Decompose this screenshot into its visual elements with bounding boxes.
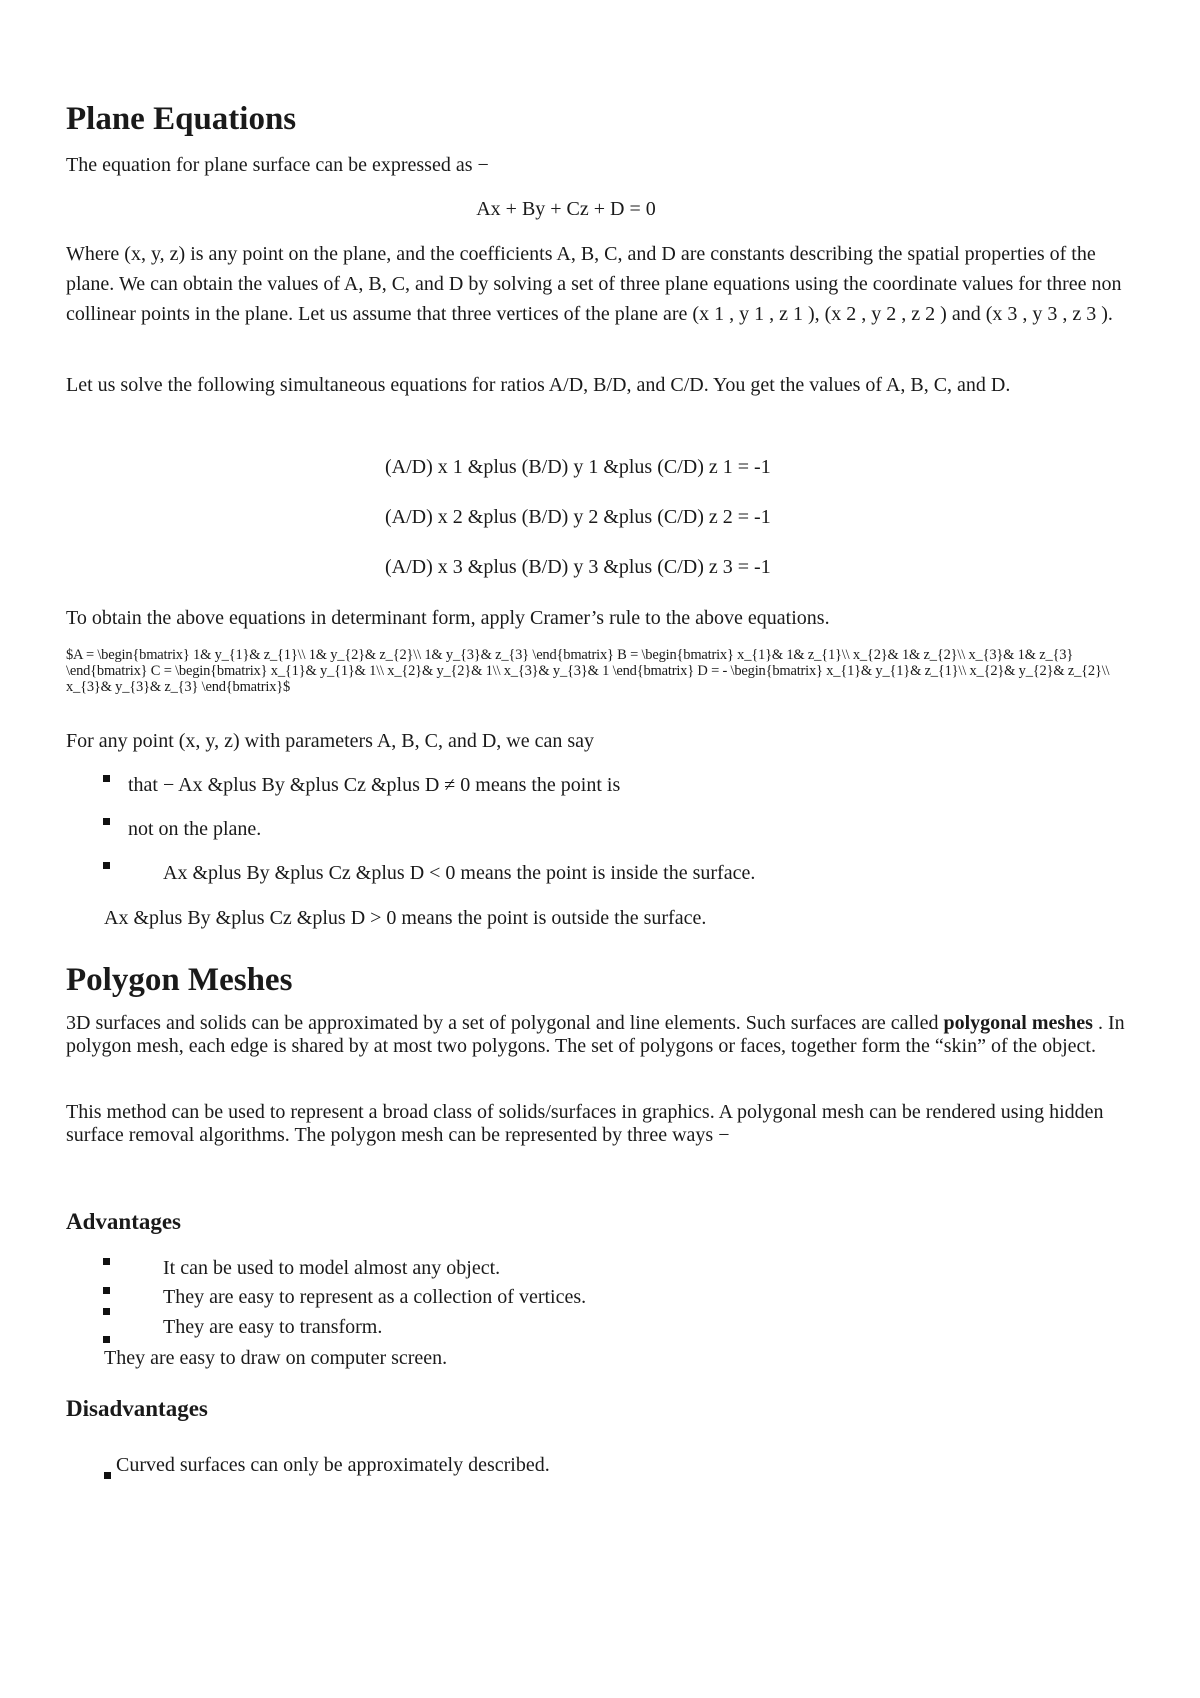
- polygon-meshes-heading: Polygon Meshes: [66, 962, 293, 998]
- plane-condition-item: that − Ax &plus By &plus Cz &plus D ≠ 0 means the point is: [128, 774, 621, 796]
- bullet-icon: [103, 775, 110, 782]
- disadvantage-item: Curved surfaces can only be approximately described.: [116, 1454, 550, 1476]
- bullet-icon: [103, 862, 110, 869]
- mesh-para-text: 3D surfaces and solids can be approximated by a set of polygonal and line elements. Such surfaces are called: [66, 1012, 944, 1034]
- plane-intro-text: The equation for plane surface can be expressed as −: [66, 154, 489, 176]
- bullet-icon: [103, 1308, 110, 1315]
- cramer-rule-text: To obtain the above equations in determinant form, apply Cramer’s rule to the above equations.: [66, 607, 830, 629]
- simultaneous-equation-2: (A/D) x 2 &plus (B/D) y 2 &plus (C/D) z 2 = -1: [385, 506, 771, 528]
- disadvantages-heading: Disadvantages: [66, 1396, 208, 1421]
- plane-description-paragraph: Where (x, y, z) is any point on the plane, and the coefficients A, B, C, and D are constants describing the spatial properties of the plane. We can obtain the values of A, B, C, and D by solving a set of three plane equations using the coordinate values for three non collinear points in the plane. Let us assume that three vertices of the plane are (x 1 , y 1 , z 1 ), (x 2 , y 2 , z 2 ) and (x 3 , y 3 , z 3 ).: [66, 243, 1122, 325]
- simultaneous-equation-1: (A/D) x 1 &plus (B/D) y 1 &plus (C/D) z 1 = -1: [385, 456, 771, 478]
- bullet-icon: [103, 1287, 110, 1294]
- plane-equation: Ax + By + Cz + D = 0: [476, 198, 656, 220]
- advantage-last-item: They are easy to draw on computer screen.: [104, 1347, 448, 1369]
- advantage-item: They are easy to transform.: [163, 1316, 383, 1338]
- advantage-item: They are easy to represent as a collection of vertices.: [163, 1286, 587, 1308]
- ratios-paragraph: Let us solve the following simultaneous equations for ratios A/D, B/D, and C/D. You get the values of A, B, C, and D.: [66, 374, 1011, 396]
- outside-condition-text: Ax &plus By &plus Cz &plus D > 0 means the point is outside the surface.: [104, 907, 707, 929]
- polygon-mesh-method-paragraph: This method can be used to represent a broad class of solids/surfaces in graphics. A polygonal mesh can be rendered using hidden surface removal algorithms. The polygon mesh can be represented by three ways −: [66, 1101, 1104, 1146]
- bullet-icon: [104, 1472, 111, 1479]
- bullet-icon: [103, 818, 110, 825]
- plane-condition-item: not on the plane.: [128, 818, 262, 840]
- any-point-text: For any point (x, y, z) with parameters A, B, C, and D, we can say: [66, 730, 595, 752]
- plane-condition-item: Ax &plus By &plus Cz &plus D < 0 means the point is inside the surface.: [163, 862, 756, 884]
- mesh-para-text: . In polygon mesh, each edge is shared by at most two polygons. The set of polygons or faces, together form the “skin” of the object.: [66, 1012, 1125, 1057]
- bullet-icon: [103, 1336, 110, 1343]
- polygonal-meshes-term: polygonal meshes: [943, 1012, 1093, 1034]
- plane-equations-heading: Plane Equations: [66, 101, 297, 137]
- advantages-heading: Advantages: [66, 1209, 182, 1234]
- advantage-item: It can be used to model almost any object.: [163, 1257, 501, 1279]
- simultaneous-equation-3: (A/D) x 3 &plus (B/D) y 3 &plus (C/D) z 3 = -1: [385, 556, 771, 578]
- bullet-icon: [103, 1258, 110, 1265]
- determinant-latex-source: $A = \begin{bmatrix} 1& y_{1}& z_{1}\\ 1& y_{2}& z_{2}\\ 1& y_{3}& z_{3} \end{bmatrix} B = \begin{bmatrix} x_{1}& 1& z_{1}\\ x_{2}& 1& z_{2}\\ x_{3}& 1& z_{3} \end{bmatrix} C = \begin{bmatrix} x_{1}& y_{1}& 1\\ x_{2}& y_{2}& 1\\ x_{3}& y_{3}& 1 \end{bmatrix} D = - \begin{bmatrix} x_{1}& y_{1}& z_{1}\\ x_{2}& y_{2}& z_{2}\\ x_{3}& y_{3}& z_{3} \end{bmatrix}$: [66, 647, 1110, 695]
- polygon-mesh-definition-paragraph: [66, 1012, 1146, 1058]
